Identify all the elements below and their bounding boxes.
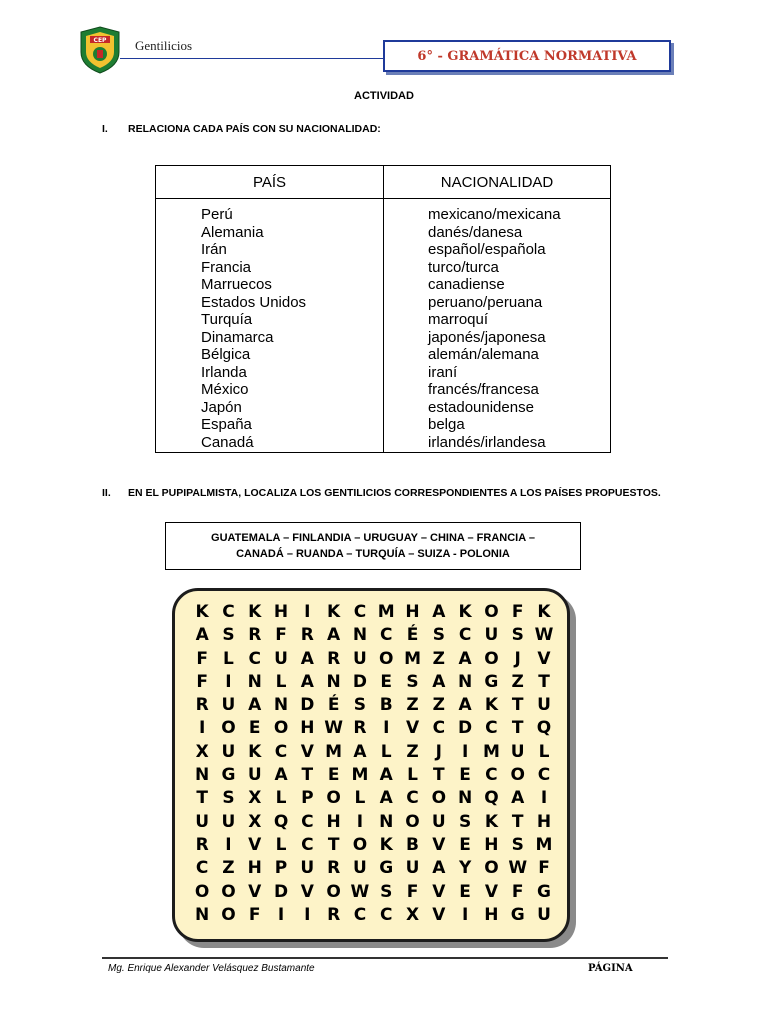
grid-letter[interactable]: H [484,834,499,855]
section-1-instruction: RELACIONA CADA PAÍS CON SU NACIONALIDAD: [128,123,381,135]
grid-letter[interactable]: L [275,788,287,809]
nationality-item: iraní [428,363,458,381]
grid-letter[interactable]: O [326,881,341,902]
grid-letter[interactable]: T [511,811,524,832]
grid-letter[interactable]: P [274,858,288,879]
grid-letter[interactable]: H [273,602,289,622]
grid-letter[interactable]: L [538,741,550,762]
grid-letter[interactable]: H [484,904,499,925]
grid-letter[interactable]: S [222,788,235,809]
grid-letter[interactable]: M [482,741,500,762]
grid-letter[interactable]: O [379,648,394,669]
grid-letter[interactable]: V [537,648,551,669]
country-item: Perú [201,206,233,223]
grid-letter[interactable]: Z [406,695,419,716]
grid-letter[interactable]: V [300,741,314,762]
nationality-item: estadounidense [428,398,534,416]
grid-letter[interactable]: C [379,904,393,925]
nationality-item: canadiense [428,276,505,293]
section-1-heading [102,123,381,135]
nationality-item: mexicano/mexicana [428,206,561,223]
grid-letter[interactable]: I [225,834,232,855]
grid-letter[interactable]: F [196,671,208,692]
grid-letter[interactable]: É [406,625,419,646]
grid-letter[interactable]: U [537,695,551,716]
grid-letter[interactable]: A [432,858,446,879]
grid-letter[interactable]: V [405,718,420,739]
grid-letter[interactable]: O [431,788,447,809]
grid-letter[interactable]: M [351,765,369,786]
nationality-list [428,206,561,451]
grid-letter[interactable]: O [352,834,368,855]
grid-letter[interactable]: M [535,834,553,855]
grid-letter[interactable]: R [353,718,367,739]
grid-letter[interactable]: C [458,625,472,646]
country-item: España [201,416,252,433]
grid-row [189,741,557,764]
grid-letter[interactable]: R [327,904,341,925]
grid-letter[interactable]: A [458,695,472,716]
grid-letter[interactable]: O [484,858,499,879]
grid-row [189,601,557,624]
grid-letter[interactable]: A [379,788,393,809]
grid-letter[interactable]: D [300,695,315,716]
author-name: Mg. Enrique Alexander Velásquez Bustamante [108,963,315,974]
grid-letter[interactable]: O [405,811,420,832]
grid-letter[interactable]: P [301,788,314,809]
grid-letter[interactable]: L [275,834,287,855]
grid-letter[interactable]: K [248,741,262,762]
grid-letter[interactable]: S [222,625,235,646]
grid-letter[interactable]: S [511,834,524,855]
grid-letter[interactable]: T [433,765,445,786]
grid-letter[interactable]: U [537,904,551,925]
section-2-number: II. [102,487,111,499]
page-label: PÁGINA [588,963,633,974]
grid-letter[interactable]: A [195,625,209,646]
grid-letter[interactable]: R [300,625,314,646]
grid-letter[interactable]: F [511,881,524,902]
grid-letter[interactable]: A [274,765,288,786]
grid-letter[interactable]: E [459,881,471,902]
country-item: Dinamarca [201,328,274,346]
grid-letter[interactable]: Q [536,718,552,739]
country-item: Alemania [201,223,264,241]
grid-letter[interactable]: T [301,765,314,786]
grid-letter[interactable]: Q [484,788,499,809]
grid-letter[interactable]: M [404,648,421,669]
grid-letter[interactable]: C [195,858,209,879]
grid-letter[interactable]: G [379,858,394,879]
grid-letter[interactable]: T [511,718,524,739]
grid-letter[interactable]: V [248,881,262,902]
country-line-1: GUATEMALA – FINLANDIA – URUGUAY – CHINA – FRANCIA – [211,532,535,544]
grid-letter[interactable]: É [327,695,340,716]
grid-letter[interactable]: I [304,602,311,622]
grid-letter[interactable]: C [353,904,367,925]
grid-letter[interactable]: O [273,718,289,739]
grid-letter[interactable]: O [221,718,236,739]
nationality-item: danés/danesa [428,223,523,241]
grid-letter[interactable]: F [275,625,287,646]
grid-letter[interactable]: T [327,834,340,855]
grid-letter[interactable]: E [459,834,471,855]
nationality-item: español/española [428,241,546,258]
country-item: Japón [201,398,242,416]
grid-letter[interactable]: I [304,904,311,925]
school-logo-icon [80,26,120,74]
grid-letter[interactable]: H [300,718,315,739]
grid-letter[interactable]: O [221,904,236,925]
grid-letter[interactable]: Z [222,858,235,879]
grid-letter[interactable]: G [221,765,236,786]
grid-letter[interactable]: S [406,671,419,692]
footer-divider [102,957,668,959]
grid-letter[interactable]: K [484,811,498,832]
country-item: Irán [201,241,227,258]
grid-letter[interactable]: Q [273,811,289,832]
country-list-box [165,522,581,570]
grid-letter[interactable]: L [275,671,287,692]
grid-letter[interactable]: N [195,765,210,786]
grid-letter[interactable]: K [195,602,209,622]
grid-letter[interactable]: C [301,834,314,855]
country-list [201,206,306,451]
grid-letter[interactable]: N [458,788,473,809]
grid-letter[interactable]: W [534,625,554,646]
grid-letter[interactable]: V [432,881,446,902]
country-item: Turquía [201,311,253,328]
grid-letter[interactable]: U [221,811,236,832]
grid-row [189,764,557,787]
grid-letter[interactable]: L [354,788,366,809]
grid-letter[interactable]: H [326,811,341,832]
grid-letter[interactable]: F [538,858,550,879]
grid-letter[interactable]: F [406,881,419,902]
grid-letter[interactable]: A [511,788,525,809]
grid-letter[interactable]: R [327,648,341,669]
grid-letter[interactable]: Z [406,741,419,762]
section-1-number: I. [102,123,108,135]
logo-text: CEP [93,37,107,44]
grid-letter[interactable]: U [405,858,420,879]
grid-letter[interactable]: V [248,834,262,855]
activity-title: ACTIVIDAD [354,90,414,102]
grid-letter[interactable]: I [461,904,469,925]
grid-row [189,787,557,810]
grid-letter[interactable]: N [195,904,210,925]
grid-row [189,648,557,671]
grid-letter[interactable]: O [194,881,210,902]
grid-letter[interactable]: S [511,625,524,646]
grid-letter[interactable]: O [221,881,236,902]
grid-row [189,904,557,927]
country-item: Marruecos [201,276,272,293]
matching-table [155,165,611,453]
nationality-item: japonés/japonesa [428,328,546,346]
grid-letter[interactable]: I [225,671,232,692]
grid-letter[interactable]: K [248,602,262,622]
grid-letter[interactable]: A [327,625,341,646]
grid-letter[interactable]: U [195,811,210,832]
grid-letter[interactable]: R [195,695,209,716]
grid-letter[interactable]: C [379,625,393,646]
grid-letter[interactable]: O [484,648,499,669]
grid-letter[interactable]: H [247,858,262,879]
table-column-divider [383,166,384,452]
grid-letter[interactable]: X [405,904,420,925]
grid-letter[interactable]: S [458,811,472,832]
grid-letter[interactable]: D [352,671,367,692]
grid-letter[interactable]: O [326,788,341,809]
document-label: Gentilicios [135,38,193,53]
grid-letter[interactable]: A [248,695,262,716]
word-search-grid [189,601,557,927]
grid-row [189,671,557,694]
grid-letter[interactable]: V [432,904,446,925]
grid-letter[interactable]: S [432,625,445,646]
grid-letter[interactable]: C [537,765,551,786]
grid-letter[interactable]: E [459,765,471,786]
grid-letter[interactable]: X [195,741,209,762]
grid-letter[interactable]: C [485,765,498,786]
grid-letter[interactable]: K [537,602,551,622]
grid-letter[interactable]: F [248,904,261,925]
grid-letter[interactable]: T [538,671,550,692]
grid-letter[interactable]: C [248,648,261,669]
grid-letter[interactable]: Y [458,858,472,879]
grid-letter[interactable]: U [353,648,367,669]
nationality-item: irlandés/irlandesa [428,433,546,451]
nationality-item: francés/francesa [428,381,539,398]
grid-letter[interactable]: G [537,881,551,902]
grid-letter[interactable]: N [352,625,368,646]
nationality-item: alemán/alemana [428,346,539,363]
grid-letter[interactable]: Z [432,695,445,716]
grid-letter[interactable]: A [379,765,393,786]
grid-letter[interactable]: F [511,602,524,622]
grid-letter[interactable]: K [484,695,498,716]
grid-letter[interactable]: B [379,695,393,716]
grid-letter[interactable]: F [196,648,208,669]
grid-letter[interactable]: E [380,671,393,692]
grid-letter[interactable]: N [273,695,289,716]
grid-letter[interactable]: G [484,671,499,692]
grid-letter[interactable]: R [327,858,341,879]
grid-letter[interactable]: I [383,718,390,739]
country-item: Irlanda [201,363,247,381]
grid-letter[interactable]: A [353,741,367,762]
grid-letter[interactable]: I [356,811,364,832]
grid-letter[interactable]: X [248,811,262,832]
header-nationality: NACIONALIDAD [440,174,554,191]
country-item: Bélgica [201,346,251,363]
country-item: México [201,381,249,398]
section-2-heading [102,487,661,499]
grid-letter[interactable]: L [380,741,392,762]
grid-letter[interactable]: R [195,834,209,855]
grid-letter[interactable]: U [274,648,288,669]
nationality-item: peruano/peruana [428,293,543,311]
grid-letter[interactable]: V [432,834,446,855]
grid-letter[interactable]: D [273,881,289,902]
grid-letter[interactable]: S [353,695,367,716]
grid-letter[interactable]: A [458,648,472,669]
grid-row [189,881,557,904]
grid-letter[interactable]: D [458,718,473,739]
grid-row [189,834,557,857]
grid-letter[interactable]: C [301,811,314,832]
grid-letter[interactable]: M [377,602,395,622]
grid-letter[interactable]: T [196,788,208,809]
grid-letter[interactable]: R [248,625,262,646]
grid-letter[interactable]: K [379,834,393,855]
country-line-2: CANADÁ – RUANDA – TURQUÍA – SUIZA - POLONIA [236,548,510,560]
grid-row [189,624,557,647]
grid-row [189,717,557,740]
grid-letter[interactable]: E [248,718,261,739]
grid-letter[interactable]: A [432,602,446,622]
grid-letter[interactable]: U [510,741,525,762]
grid-letter[interactable]: A [432,671,446,692]
grid-letter[interactable]: U [221,695,236,716]
table-header-divider [156,198,610,199]
nationality-item: marroquí [428,311,489,328]
grid-letter[interactable]: I [540,788,548,809]
country-item: Francia [201,258,252,276]
grid-letter[interactable]: J [514,648,521,669]
word-search-panel [172,588,570,942]
grid-letter[interactable]: H [405,602,420,622]
grid-letter[interactable]: O [510,765,525,786]
grid-letter[interactable]: C [222,602,235,622]
country-item: Estados Unidos [201,293,307,311]
nationality-item: turco/turca [428,258,499,276]
grid-letter[interactable]: U [247,765,262,786]
grid-letter[interactable]: V [484,881,498,902]
grid-letter[interactable]: I [461,741,469,762]
grid-letter[interactable]: V [300,881,314,902]
grid-letter[interactable]: U [221,741,236,762]
grid-row [189,811,557,834]
grid-letter[interactable]: U [431,811,446,832]
grid-letter[interactable]: J [435,741,442,762]
grid-letter[interactable]: I [198,718,206,739]
grid-letter[interactable]: Z [511,671,524,692]
grid-row [189,857,557,880]
grid-letter[interactable]: W [324,718,344,739]
grid-letter[interactable]: O [484,602,499,622]
grid-row [189,694,557,717]
subject-title: 6° - GRAMÁTICA NORMATIVA [383,40,671,72]
grid-letter[interactable]: C [406,788,419,809]
grid-letter[interactable]: Z [432,648,445,669]
grid-letter[interactable]: G [510,904,525,925]
grid-letter[interactable]: C [353,602,367,622]
grid-letter[interactable]: C [485,718,498,739]
grid-letter[interactable]: L [223,648,234,669]
header-divider [120,58,383,59]
grid-letter[interactable]: W [508,858,528,879]
grid-letter[interactable]: M [325,741,343,762]
grid-letter[interactable]: N [247,671,262,692]
grid-letter[interactable]: K [327,602,341,622]
grid-letter[interactable]: U [300,858,315,879]
grid-letter[interactable]: I [277,904,285,925]
grid-letter[interactable]: E [327,765,340,786]
grid-letter[interactable]: C [274,741,288,762]
nationality-item: belga [428,416,465,433]
section-2-instruction: EN EL PUPIPALMISTA, LOCALIZA LOS GENTILICIOS CORRESPONDIENTES A LOS PAÍSES PROPUESTOS. [128,487,661,499]
grid-letter[interactable]: A [300,671,314,692]
grid-letter[interactable]: K [458,602,472,622]
header-country: PAÍS [252,174,287,191]
grid-letter[interactable]: N [458,671,473,692]
grid-letter[interactable]: A [300,648,314,669]
grid-letter[interactable]: U [353,858,367,879]
grid-letter[interactable]: C [432,718,446,739]
grid-letter[interactable]: X [248,788,262,809]
grid-letter[interactable]: N [379,811,394,832]
grid-letter[interactable]: B [406,834,419,855]
grid-letter[interactable]: T [511,695,524,716]
grid-letter[interactable]: L [407,765,418,786]
grid-letter[interactable]: W [350,881,370,902]
grid-letter[interactable]: N [326,671,341,692]
country-item: Canadá [201,433,254,451]
grid-letter[interactable]: U [484,625,499,646]
grid-letter[interactable]: S [380,881,393,902]
grid-letter[interactable]: H [536,811,552,832]
